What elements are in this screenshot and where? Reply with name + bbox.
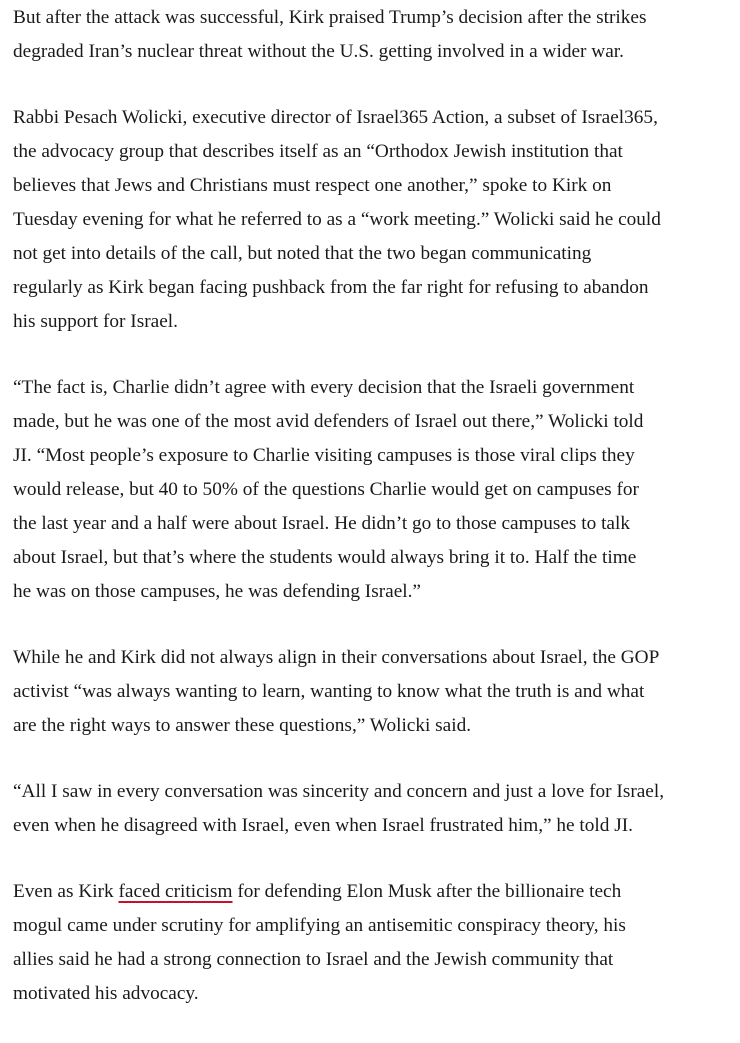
- text-line: regularly as Kirk began facing pushback from the far right for refusing to abandon: [13, 277, 649, 298]
- text-line: even when he disagreed with Israel, even when Israel frustrated him,” he told JI.: [13, 815, 633, 836]
- text-line: he was on those campuses, he was defending Israel.”: [13, 581, 421, 602]
- text-line: made, but he was one of the most avid defenders of Israel out there,” Wolicki told: [13, 411, 644, 432]
- text-line: JI. “Most people’s exposure to Charlie visiting campuses is those viral clips they: [13, 445, 635, 466]
- text-line: [13, 875, 731, 909]
- paragraph-2: [13, 101, 731, 339]
- paragraph-1: [13, 1, 731, 69]
- text-line: believes that Jews and Christians must respect one another,” spoke to Kirk on: [13, 175, 612, 196]
- text-line: mogul came under scrutiny for amplifying an antisemitic conspiracy theory, his: [13, 915, 626, 936]
- article-body: [13, 0, 731, 1043]
- text-line: Rabbi Pesach Wolicki, executive director of Israel365 Action, a subset of Israel365,: [13, 107, 658, 128]
- text-line: not get into details of the call, but noted that the two began communicating: [13, 243, 592, 264]
- text-line: his support for Israel.: [13, 311, 178, 332]
- text-line: degraded Iran’s nuclear threat without the U.S. getting involved in a wider war.: [13, 41, 624, 62]
- text-line: about Israel, but that’s where the students would always bring it to. Half the time: [13, 547, 637, 568]
- text-line: are the right ways to answer these questions,” Wolicki said.: [13, 715, 472, 736]
- text-line: “The fact is, Charlie didn’t agree with every decision that the Israeli government: [13, 377, 635, 398]
- text-line: Tuesday evening for what he referred to as a “work meeting.” Wolicki said he could: [13, 209, 661, 230]
- text-line: would release, but 40 to 50% of the questions Charlie would get on campuses for: [13, 479, 639, 500]
- text-line: motivated his advocacy.: [13, 983, 199, 1004]
- text-segment: for defending Elon Musk after the billionaire tech: [232, 881, 622, 902]
- text-line: But after the attack was successful, Kirk praised Trump’s decision after the strikes: [13, 7, 647, 28]
- paragraph-6: [13, 875, 731, 1011]
- text-line: allies said he had a strong connection to Israel and the Jewish community that: [13, 949, 614, 970]
- faced-criticism-link[interactable]: faced criticism: [118, 881, 233, 902]
- paragraph-3: [13, 371, 731, 609]
- paragraph-5: [13, 775, 731, 843]
- text-line: activist “was always wanting to learn, wanting to know what the truth is and what: [13, 681, 645, 702]
- text-line: While he and Kirk did not always align in their conversations about Israel, the GOP: [13, 647, 660, 668]
- text-line: “All I saw in every conversation was sincerity and concern and just a love for Israel,: [13, 781, 665, 802]
- paragraph-4: [13, 641, 731, 743]
- text-line: the last year and a half were about Israel. He didn’t go to those campuses to talk: [13, 513, 630, 534]
- text-line: the advocacy group that describes itself as an “Orthodox Jewish institution that: [13, 141, 623, 162]
- text-segment: Even as Kirk: [13, 881, 119, 902]
